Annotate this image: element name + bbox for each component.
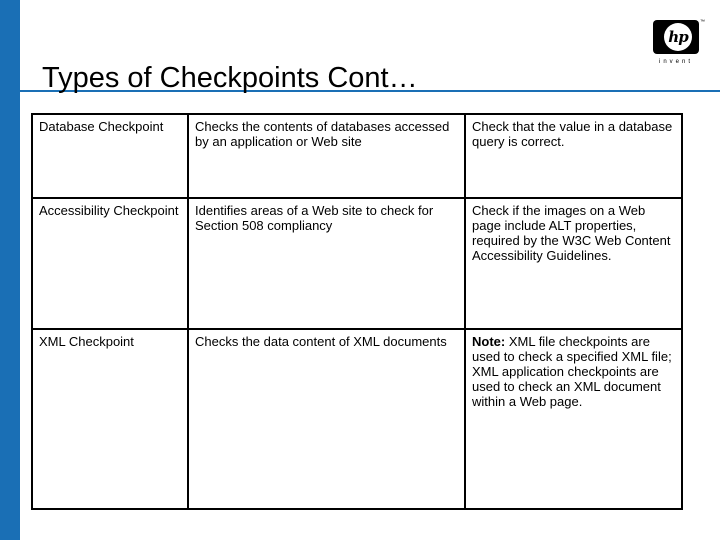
left-accent-bar [0,0,20,540]
hp-logo-box [653,20,699,54]
table-cell-xml-name: XML Checkpoint [33,330,189,508]
slide-title: Types of Checkpoints Cont… [42,62,418,94]
table-cell-database-usage: Check that the value in a database query is correct. [466,115,681,199]
trademark-symbol: ™ [700,19,705,25]
checkpoints-table [31,113,683,510]
table-cell-database-description: Checks the contents of databases accessed by an application or Web site [189,115,466,199]
table-cell-xml-description: Checks the data content of XML documents [189,330,466,508]
table-cell-accessibility-description: Identifies areas of a Web site to check for Section 508 compliancy [189,199,466,330]
table-cell-accessibility-name: Accessibility Checkpoint [33,199,189,330]
table-cell-accessibility-usage: Check if the images on a Web page include ALT properties, required by the W3C Web Content Accessibility Guidelines. [466,199,681,330]
logo-tagline: invent [658,59,693,65]
hp-logo-mark: hp [664,23,692,51]
hp-logo [650,18,705,70]
note-label: Note: [472,334,506,349]
note-text: XML file checkpoints are used to check a specified XML file; XML application checkpoints are used to check an XML document within a Web page. [472,334,672,409]
table-cell-xml-usage [466,330,681,508]
table-cell-database-name: Database Checkpoint [33,115,189,199]
